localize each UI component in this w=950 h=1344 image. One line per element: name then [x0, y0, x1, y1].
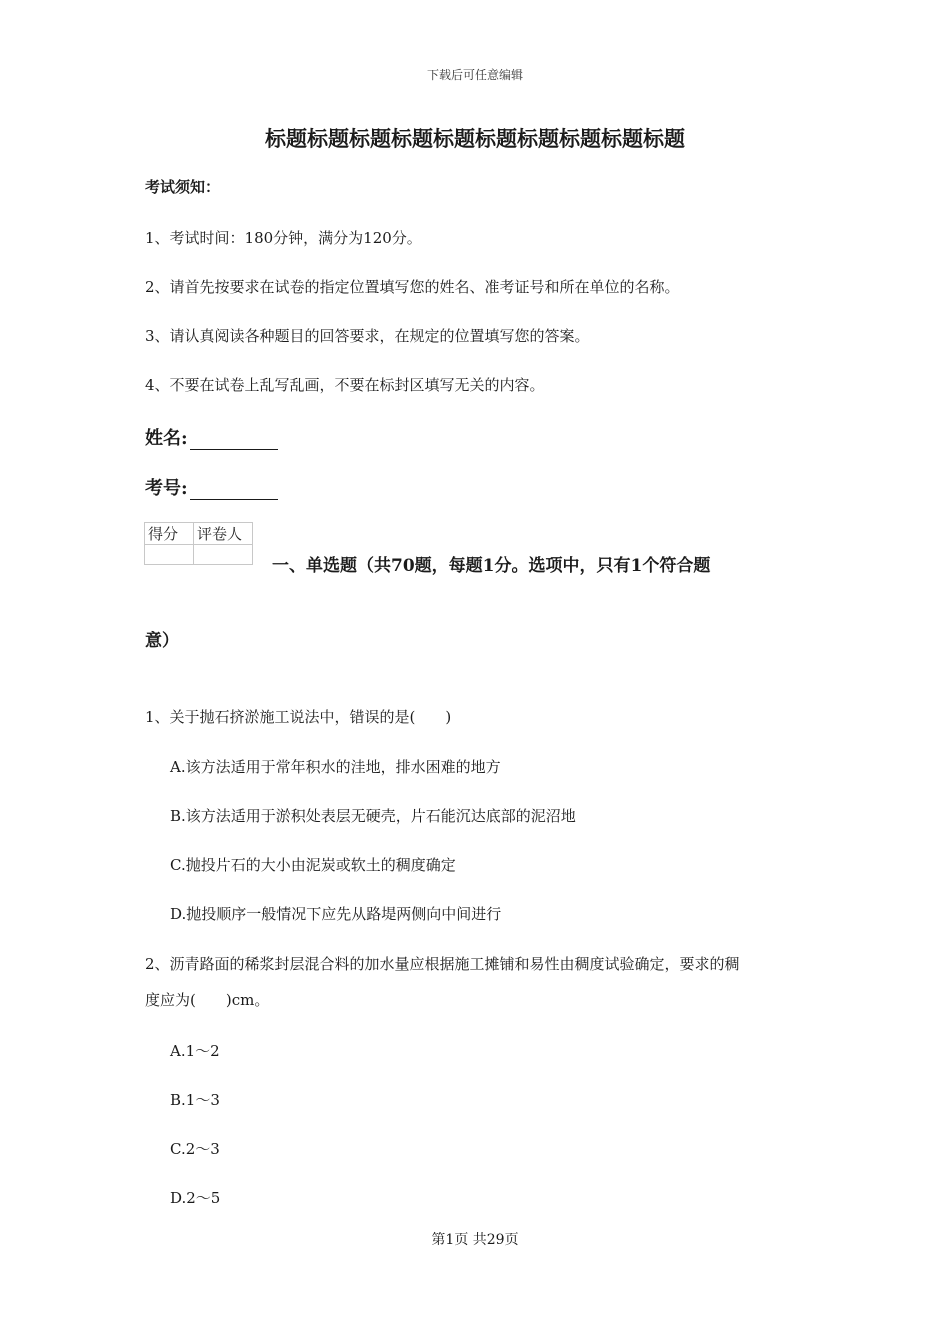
option-b: B.该方法适用于淤积处表层无硬壳，片石能沉达底部的泥沼地 — [170, 807, 576, 825]
page-header: 下载后可任意编辑 — [426, 68, 523, 82]
grader-cell — [194, 545, 253, 565]
page-footer: 第1页 共29页 — [431, 1232, 519, 1248]
score-header: 得分 — [145, 523, 194, 545]
question-stem: 1、关于抛石挤淤施工说法中，错误的是( ) — [145, 708, 452, 726]
option-c: C.抛投片石的大小由泥炭或软土的稠度确定 — [170, 856, 456, 874]
notice-item: 1、考试时间：180分钟，满分为120分。 — [145, 229, 422, 247]
exam-id-blank[interactable] — [190, 481, 278, 500]
option-d: D.2～5 — [170, 1189, 221, 1207]
option-b: B.1～3 — [170, 1091, 220, 1109]
option-c: C.2～3 — [170, 1140, 220, 1158]
option-a: A.该方法适用于常年积水的洼地，排水困难的地方 — [170, 758, 501, 776]
section-heading: 一、单选题（共70题，每题1分。选项中，只有1个符合题 — [272, 556, 711, 576]
name-label: 姓名: — [145, 428, 188, 449]
notice-item: 4、不要在试卷上乱写乱画，不要在标封区填写无关的内容。 — [145, 376, 545, 394]
notice-item: 2、请首先按要求在试卷的指定位置填写您的姓名、准考证号和所在单位的名称。 — [145, 278, 680, 296]
score-table — [144, 522, 253, 565]
exam-id-field — [145, 474, 278, 500]
exam-id-label: 考号: — [145, 478, 188, 499]
score-cell — [145, 545, 194, 565]
name-field — [145, 424, 278, 450]
name-blank[interactable] — [190, 431, 278, 450]
option-a: A.1～2 — [170, 1042, 220, 1060]
option-d: D.抛投顺序一般情况下应先从路堤两侧向中间进行 — [170, 905, 502, 923]
grader-header: 评卷人 — [194, 523, 253, 545]
notice-heading: 考试须知： — [145, 178, 221, 196]
section-heading-cont: 意） — [145, 631, 179, 651]
question-stem: 2、沥青路面的稀浆封层混合料的加水量应根据施工摊铺和易性由稠度试验确定，要求的稠 — [145, 955, 740, 973]
notice-item: 3、请认真阅读各种题目的回答要求，在规定的位置填写您的答案。 — [145, 327, 590, 345]
question-stem-cont: 度应为( )cm。 — [145, 991, 270, 1009]
document-title: 标题标题标题标题标题标题标题标题标题标题 — [265, 126, 685, 151]
